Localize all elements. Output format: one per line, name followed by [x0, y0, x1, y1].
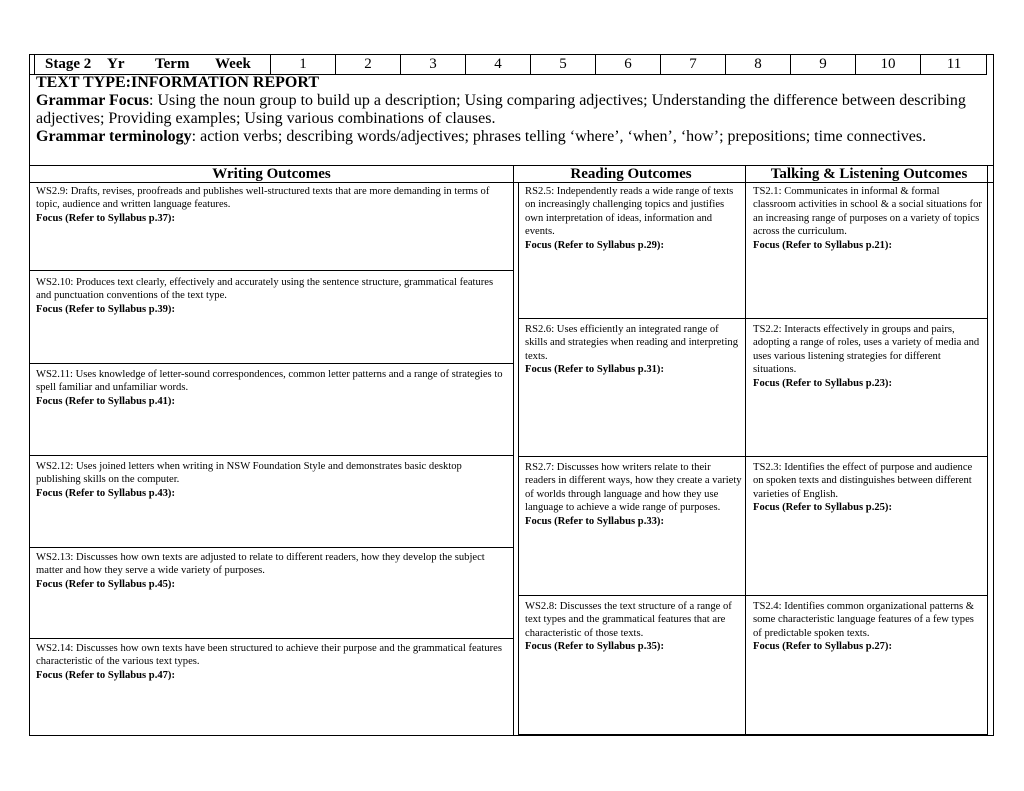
- outcome-text: TS2.2: Interacts effectively in groups and pairs, adopting a range of roles, uses a variety of media and uses various listening strategies for different situations.: [753, 324, 980, 376]
- outcome-focus: Focus (Refer to Syllabus p.47):: [36, 669, 175, 681]
- outcome-text: TS2.1: Communicates in informal & formal classroom activities in school & a social situations for an increasing range of purposes on a variety of topics across the curriculum.: [753, 186, 982, 238]
- outcome-focus: Focus (Refer to Syllabus p.23):: [753, 377, 892, 389]
- outcome-text: RS2.7: Discusses how writers relate to their readers in different ways, how they create a variety of worlds through language and how they use language to achieve a wide range of purposes.: [525, 462, 742, 514]
- outcome-focus: Focus (Refer to Syllabus p.29):: [525, 239, 664, 251]
- grammar-focus-text: : Using the noun group to build up a description; Using comparing adjectives; Understanding the difference between describing adjectives; Providing examples; Using various combinations of clauses.: [36, 92, 966, 127]
- outcome-rs2-7: [525, 461, 743, 528]
- outcome-ws2-8: [525, 600, 743, 654]
- outcome-text: RS2.5: Independently reads a wide range of texts on increasingly challenging topics and justifies own interpretation of ideas, information and events.: [525, 186, 734, 238]
- outcome-ws2-10: [36, 276, 506, 316]
- outcome-text: TS2.4: Identifies common organizational patterns & some characteristic language features of a few types of predictable spoken texts.: [753, 601, 975, 639]
- outcome-ts2-1: [753, 185, 985, 252]
- week-11: 11: [920, 55, 987, 74]
- grammar-terminology-text: : action verbs; describing words/adjectives; phrases telling ‘where’, ‘when’, ‘how’; prepositions; time connectives.: [191, 128, 927, 145]
- outcome-text: WS2.14: Discusses how own texts have been structured to achieve their purpose and the grammatical features characteristic of the various text types.: [36, 643, 502, 668]
- term-label: Term: [155, 56, 190, 72]
- outcome-focus: Focus (Refer to Syllabus p.45):: [36, 578, 175, 590]
- outcome-rs2-6: [525, 323, 743, 377]
- outcome-ts2-3: [753, 461, 985, 515]
- column-divider: [518, 183, 519, 736]
- outcome-rs2-5: [525, 185, 743, 252]
- divider: [30, 638, 513, 639]
- text-type-title: TEXT TYPE:INFORMATION REPORT: [36, 74, 320, 91]
- outcome-focus: Focus (Refer to Syllabus p.33):: [525, 515, 664, 527]
- outcome-ts2-2: [753, 323, 985, 390]
- week-8: 8: [725, 55, 790, 74]
- outcome-text: TS2.3: Identifies the effect of purpose and audience on spoken texts and distinguishes between different varieties of English.: [753, 462, 973, 500]
- grammar-terminology-label: Grammar terminology: [36, 128, 192, 145]
- outcome-text: WS2.11: Uses knowledge of letter-sound correspondences, common letter patterns and a range of strategies to spell familiar and unfamiliar words.: [36, 369, 503, 394]
- outcome-text: WS2.12: Uses joined letters when writing in NSW Foundation Style and demonstrates basic desktop publishing skills on the computer.: [36, 461, 462, 486]
- planning-sheet: [29, 54, 994, 736]
- divider: [30, 270, 513, 271]
- divider: [518, 595, 988, 596]
- outcome-text: WS2.13: Discusses how own texts are adjusted to relate to different readers, how they develop the subject matter and how they serve a wide variety of purposes.: [36, 552, 485, 577]
- writing-outcomes-heading: Writing Outcomes: [212, 166, 331, 182]
- outcome-focus: Focus (Refer to Syllabus p.41):: [36, 395, 175, 407]
- column-divider: [745, 165, 746, 736]
- stage-label: Stage 2: [45, 56, 92, 72]
- outcome-focus: Focus (Refer to Syllabus p.21):: [753, 239, 892, 251]
- grammar-focus: [36, 92, 986, 128]
- talking-listening-heading: Talking & Listening Outcomes: [770, 166, 968, 182]
- outcome-focus: Focus (Refer to Syllabus p.27):: [753, 641, 892, 653]
- week-3: 3: [400, 55, 465, 74]
- week-6: 6: [595, 55, 660, 74]
- text-type-block: [36, 74, 986, 146]
- week-5: 5: [530, 55, 595, 74]
- grammar-terminology: [36, 128, 986, 146]
- outcome-text: WS2.9: Drafts, revises, proofreads and publishes well-structured texts that are more demanding in terms of topic, audience and written language features.: [36, 186, 490, 211]
- outcome-focus: Focus (Refer to Syllabus p.25):: [753, 502, 892, 514]
- outcome-ws2-9: [36, 185, 506, 225]
- divider: [30, 455, 513, 456]
- week-1: 1: [270, 55, 335, 74]
- divider: [518, 734, 988, 735]
- yr-label: Yr: [107, 56, 125, 72]
- column-divider: [987, 165, 988, 736]
- divider: [30, 363, 513, 364]
- outcome-ws2-13: [36, 551, 506, 591]
- outcome-ws2-12: [36, 460, 506, 500]
- divider: [30, 182, 993, 183]
- outcome-text: WS2.8: Discusses the text structure of a range of text types and the grammatical features that are characteristic of those texts.: [525, 601, 732, 639]
- divider: [30, 547, 513, 548]
- week-header-row: [30, 55, 987, 75]
- stage-term-week-cell: [34, 55, 270, 74]
- week-4: 4: [465, 55, 530, 74]
- outcome-ts2-4: [753, 600, 985, 654]
- week-9: 9: [790, 55, 855, 74]
- week-2: 2: [335, 55, 400, 74]
- outcome-ws2-11: [36, 368, 506, 408]
- outcome-text: WS2.10: Produces text clearly, effectively and accurately using the sentence structure, grammatical features and punctuation conventions of the text type.: [36, 277, 494, 302]
- outcome-focus: Focus (Refer to Syllabus p.31):: [525, 364, 664, 376]
- reading-outcomes-heading: Reading Outcomes: [570, 166, 692, 182]
- week-7: 7: [660, 55, 725, 74]
- outcome-focus: Focus (Refer to Syllabus p.35):: [525, 641, 664, 653]
- grammar-focus-label: Grammar Focus: [36, 92, 150, 109]
- week-label: Week: [215, 56, 251, 72]
- week-10: 10: [855, 55, 920, 74]
- outcome-ws2-14: [36, 642, 506, 682]
- divider: [518, 456, 988, 457]
- outcome-focus: Focus (Refer to Syllabus p.39):: [36, 303, 175, 315]
- outcome-text: RS2.6: Uses efficiently an integrated range of skills and strategies when reading and interpreting texts.: [525, 324, 738, 362]
- divider: [518, 318, 988, 319]
- outcome-focus: Focus (Refer to Syllabus p.37):: [36, 212, 175, 224]
- outcome-focus: Focus (Refer to Syllabus p.43):: [36, 487, 175, 499]
- column-divider: [513, 165, 514, 736]
